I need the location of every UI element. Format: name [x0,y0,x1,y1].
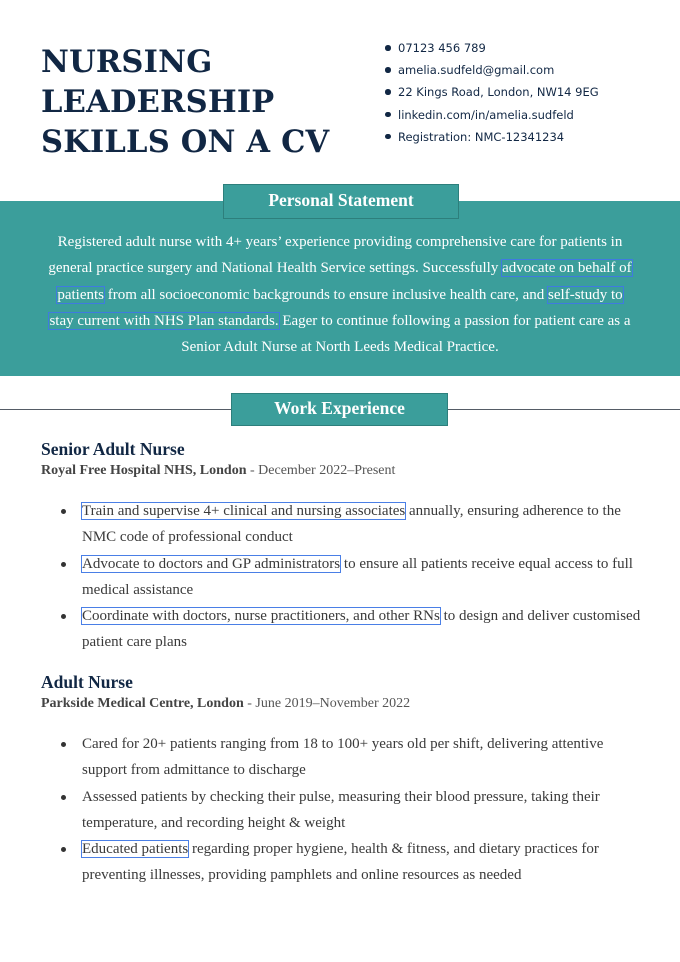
job-separator: - [243,696,256,711]
job-bullet [41,731,651,784]
statement-highlight-1: advocate on behalf of patients [57,260,632,303]
job-organization: Royal Free Hospital NHS, London [41,463,247,478]
work-divider-left [0,409,232,410]
bullet-highlight: Advocate to doctors and GP administrators [82,555,341,572]
job-bullet [41,836,651,889]
job-dates: June 2019–November 2022 [255,696,411,711]
bullet-text: Assessed patients by checking their pulse, measuring their blood pressure, taking their temperature, and recording height & weight [82,788,600,831]
contact-email[interactable]: amelia.sudfeld@gmail.com [384,59,599,81]
statement-text-2: from all socioeconomic backgrounds to ensure inclusive health care, and [104,286,549,303]
contact-phone[interactable]: 07123 456 789 [384,37,599,59]
job-entry [41,438,651,656]
work-experience-heading: Work Experience [231,393,448,426]
job-dates: December 2022–Present [258,463,396,478]
contact-list [384,37,599,148]
job-bullet [41,498,651,551]
statement-text-3: Eager to continue following a passion for patient care as a Senior Adult Nurse at North Leeds Medical Practice. [181,312,631,356]
title-line-2: LEADERSHIP [41,84,275,120]
job-bullet [41,551,651,604]
contact-address: 22 Kings Road, London, NW14 9EG [384,81,599,103]
title-line-1: NURSING [41,44,213,80]
job-bullets [41,731,651,889]
bullet-highlight: Coordinate with doctors, nurse practitioners, and other RNs [82,608,440,625]
contact-registration: Registration: NMC-12341234 [384,126,599,148]
bullet-text: Cared for 20+ patients ranging from 18 to 100+ years old per shift, delivering attentive support from admittance to discharge [82,736,604,779]
job-bullets [41,498,651,656]
job-meta [41,462,651,480]
contact-linkedin[interactable]: linkedin.com/in/amelia.sudfeld [384,104,599,126]
bullet-text: annually, ensuring adherence to the NMC code of professional conduct [82,503,621,546]
job-separator: - [246,463,259,478]
statement-text-1: Registered adult nurse with 4+ years’ experience providing comprehensive care for patients in general practice surgery and National Health Service settings. Successfully [48,234,623,277]
bullet-highlight: Educated patients [82,841,189,858]
statement-highlight-2: self-study to stay current with NHS Plan standards. [49,286,623,329]
job-meta [41,695,651,713]
personal-statement-heading: Personal Statement [223,184,459,219]
bullet-text: to ensure all patients receive equal access to full medical assistance [82,555,633,598]
personal-statement-text [44,229,636,360]
job-title: Senior Adult Nurse [41,439,185,459]
bullet-text: to design and deliver customised patient care plans [82,608,641,651]
work-divider-right [447,409,680,410]
bullet-text: regarding proper hygiene, health & fitness, and dietary practices for preventing illnesses, providing pamphlets and online resources as needed [82,841,599,884]
job-entry [41,671,651,889]
title-line-3: SKILLS ON A CV [41,124,330,160]
bullet-highlight: Train and supervise 4+ clinical and nursing associates [82,503,406,519]
job-organization: Parkside Medical Centre, London [41,696,244,711]
job-title: Adult Nurse [41,672,133,692]
job-bullet [41,603,651,656]
resume-title [41,42,329,162]
job-bullet [41,784,651,837]
